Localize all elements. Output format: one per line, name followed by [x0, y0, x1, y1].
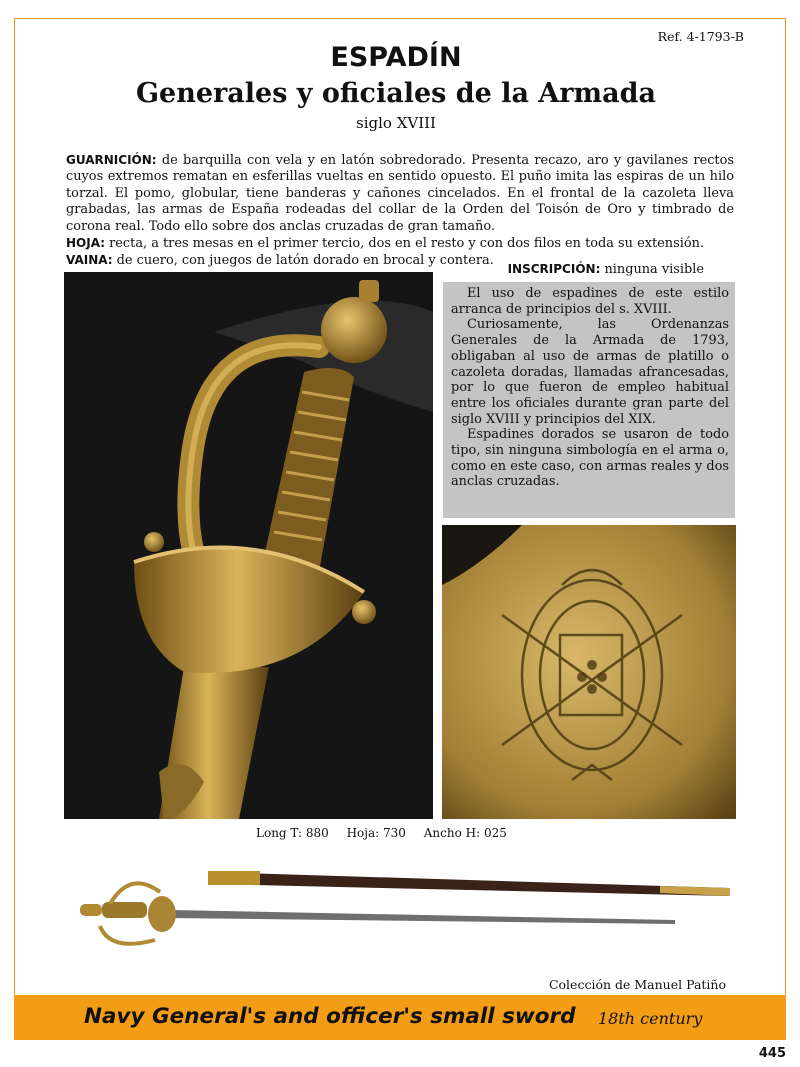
dimensions-line [256, 826, 521, 840]
page-subtitle: Generales y oficiales de la Armada [136, 78, 656, 109]
inscription-line [508, 262, 704, 277]
inscripcion-text: ninguna visible [600, 262, 704, 277]
vaina-text: de cuero, con juegos de latón dorado en brocal y contera. [112, 253, 494, 269]
hilt-photo [64, 272, 433, 819]
guarnicion-label: GUARNICIÓN: [66, 153, 157, 167]
reference-number: Ref. 4-1793-B [657, 29, 744, 44]
guarnicion-text: de barquilla con vela y en latón sobredorado. Presenta recazo, aro y gavilanes rectos cuyos extremos rematan en esferillas vueltas en sentido opuesto. El puño imita las espiras de un hilo torzal. El pomo, globular, tiene banderas y cañones cincelados. En el frontal de la cazoleta lleva grabadas, las armas de España rodeadas del collar de la Orden del Toisón de Oro y timbrado de corona real. Todo ello sobre dos anclas cruzadas de gran tamaño. [66, 153, 734, 234]
total-length: Long T: 880 [256, 826, 329, 840]
page-title: ESPADÍN [330, 42, 462, 73]
page-number: 445 [758, 1046, 786, 1061]
century-label: siglo XVIII [356, 114, 436, 132]
vaina-label: VAINA: [66, 253, 113, 268]
guarnicion-paragraph [66, 152, 734, 235]
note-paragraph: Curiosamente, las Ordenanzas Generales de la Armada de 1793, obligaban al uso de armas de platillo o cazoleta doradas, llamadas afrancesadas, por lo que fueron de empleo habitual entre los oficiales durante gran parte del siglo XVIII y principios del XIX. [451, 317, 729, 427]
english-title: Navy General's and officer's small sword [84, 1004, 576, 1029]
blade-length: Hoja: 730 [346, 826, 406, 840]
description-block [66, 152, 734, 270]
full-sword-photo [70, 860, 738, 968]
note-box [443, 282, 735, 518]
note-paragraph: Espadines dorados se usaron de todo tipo, sin ninguna simbología en el arma o, como en este caso, con armas reales y dos anclas cruzadas. [451, 427, 729, 490]
note-paragraph: El uso de espadines de este estilo arranca de principios del s. XVIII. [451, 286, 729, 317]
hoja-label: HOJA: [66, 236, 106, 251]
english-century: 18th century [598, 1009, 703, 1028]
collection-credit: Colección de Manuel Patiño [548, 977, 726, 992]
coat-of-arms-detail-photo [442, 525, 736, 819]
hoja-paragraph [66, 235, 734, 252]
inscripcion-label: INSCRIPCIÓN: [507, 262, 601, 276]
hoja-text: recta, a tres mesas en el primer tercio, dos en el resto y con dos filos en toda su extensión. [105, 236, 704, 252]
blade-width: Ancho H: 025 [423, 826, 507, 840]
